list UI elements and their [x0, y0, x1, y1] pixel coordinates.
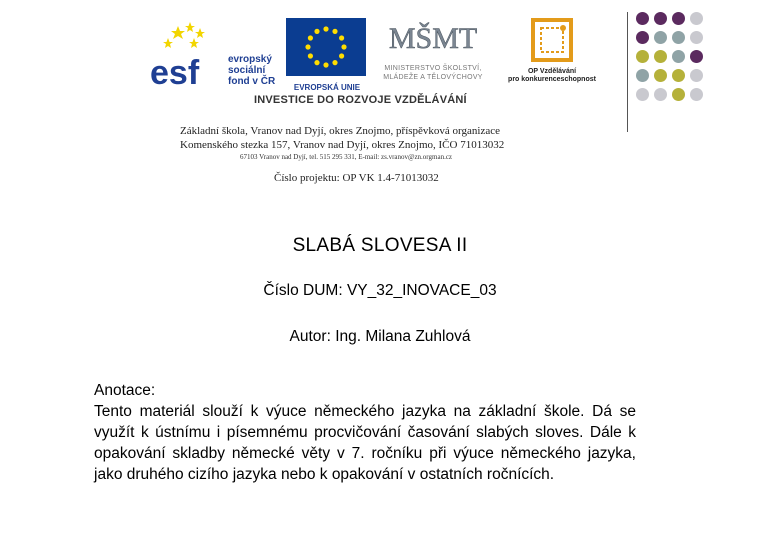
decor-dot — [690, 69, 703, 82]
msmt-mark-text: MŠMT — [388, 22, 478, 55]
op-text — [504, 68, 600, 84]
decor-dot — [690, 50, 703, 63]
eu-label: EVROPSKÁ UNIE — [293, 83, 361, 92]
esf-logo — [148, 20, 278, 90]
decor-dot — [636, 88, 649, 101]
dum-number: Číslo DUM: VY_32_INOVACE_03 — [263, 282, 497, 299]
school-info — [180, 124, 504, 185]
decor-dot — [654, 31, 667, 44]
project-number: Číslo projektu: OP VK 1.4-71013032 — [274, 172, 439, 184]
decor-dot — [672, 50, 685, 63]
esf-text — [228, 54, 275, 87]
decor-dot — [654, 50, 667, 63]
page-title: SLABÁ SLOVESA II — [292, 235, 468, 256]
eu-logo — [286, 18, 368, 90]
esf-text-line-1: evropský — [228, 54, 272, 65]
school-line-2: Komenského stezka 157, Vranov nad Dyjí, okres Znojmo, IČO 71013032 — [180, 139, 505, 151]
decor-dot — [690, 12, 703, 25]
decor-dot — [654, 88, 667, 101]
op-text-line-1: OP Vzdělávání — [527, 68, 577, 75]
decor-dot — [672, 69, 685, 82]
op-text-line-2: pro konkurenceschopnost — [508, 76, 596, 83]
decor-dot — [672, 12, 685, 25]
school-line-3: 67103 Vranov nad Dyjí, tel. 515 295 331, E-mail: zs.vranov@zn.orgman.cz — [240, 153, 453, 161]
msmt-text-line-1: MINISTERSTVO ŠKOLSTVÍ, — [384, 65, 482, 72]
divider-line — [627, 12, 628, 132]
msmt-emblem-icon — [388, 14, 478, 64]
annotation-heading: Anotace: — [94, 382, 156, 399]
decor-dot — [672, 31, 685, 44]
annotation — [94, 380, 636, 485]
school-line-1: Základní škola, Vranov nad Dyjí, okres Znojmo, příspěvková organizace — [180, 125, 500, 137]
esf-mark-text: esf — [150, 54, 200, 92]
decor-dot — [690, 31, 703, 44]
banner-title: INVESTICE DO ROZVOJE VZDĚLÁVÁNÍ — [254, 94, 467, 106]
msmt-logo — [370, 14, 496, 106]
dot-grid-decoration — [636, 12, 720, 112]
op-emblem-icon — [527, 16, 577, 68]
annotation-text: Tento materiál slouží k výuce německého jazyka na základní škole. Dá se využít k ústnímu i písemnému procvičování časování slabých sloves. Dále k opakování skladby německé věty v 7. ročníku při výuce německého jazyka, jako druhého cizího jazyka nebo k opakování v ostatních ročnících. — [94, 403, 636, 483]
op-logo — [504, 16, 600, 106]
eu-flag-icon — [286, 18, 366, 76]
decor-dot — [690, 88, 703, 101]
decor-dot — [672, 88, 685, 101]
esf-text-line-3: fond v ČR — [228, 76, 276, 87]
esf-emblem-icon — [150, 20, 220, 92]
msmt-text-line-2: MLÁDEŽE A TĚLOVÝCHOVY — [383, 74, 483, 81]
decor-dot — [636, 12, 649, 25]
decor-dot — [636, 31, 649, 44]
decor-dot — [654, 12, 667, 25]
decor-dot — [636, 50, 649, 63]
esf-text-line-2: sociální — [228, 65, 266, 76]
msmt-text — [370, 64, 496, 82]
decor-dot — [636, 69, 649, 82]
author: Autor: Ing. Milana Zuhlová — [289, 328, 471, 345]
decor-dot — [654, 69, 667, 82]
